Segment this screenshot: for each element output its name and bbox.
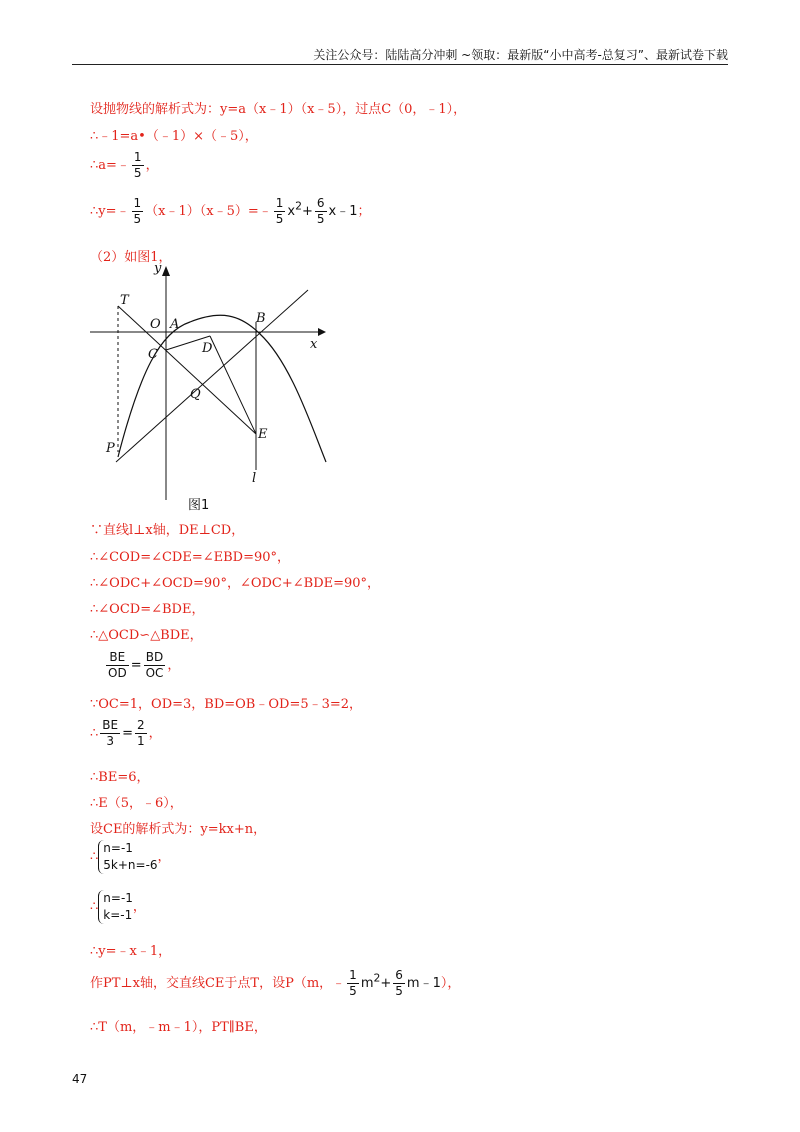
ratio-formula: $\frac{BE}{OD}$ = $\frac{BD}{OC}$ ， <box>108 650 181 680</box>
fraction: $\frac{2}{1}$ <box>137 718 145 748</box>
fraction: $\frac{BE}{3}$ <box>102 718 119 748</box>
text-line: ∴T（m，﹣m﹣1），PT∥BE， <box>90 1020 267 1035</box>
text-line: 设CE的解析式为：y=kx+n， <box>90 822 267 837</box>
page-number: 47 <box>72 1072 88 1086</box>
parabola <box>118 315 326 462</box>
fraction: $\frac{BE}{OD}$ <box>108 650 127 680</box>
fraction: $\frac{6}{5}$ <box>395 968 403 998</box>
line-te <box>118 306 256 434</box>
equation-system-1: ∴ n=-1 5k+n=-6 ， <box>90 841 171 872</box>
text-line: ∴∠OCD=∠BDE， <box>90 602 205 617</box>
text-line: ∵OC=1，OD=3，BD=OB﹣OD=5﹣3=2， <box>90 697 363 712</box>
fraction: $\frac{1}{5}$ <box>133 196 142 226</box>
ratio-formula-2: ∴ $\frac{BE}{3}$ = $\frac{2}{1}$ ， <box>90 718 162 748</box>
text-line: ∴BE=6， <box>90 770 150 785</box>
brace-system: n=-1 k=-1 <box>98 890 133 924</box>
label-o: O <box>150 317 161 332</box>
text-line: ∴E（5，﹣6）， <box>90 796 183 811</box>
x-axis-arrow <box>318 328 326 336</box>
text-line: ∴△OCD∽△BDE， <box>90 628 203 643</box>
figure-1 <box>90 262 350 502</box>
formula-a: ∴a=﹣ $\frac{1}{5}$ ， <box>90 150 159 180</box>
fraction: $\frac{1}{5}$ <box>133 150 142 180</box>
segment-de <box>210 336 256 434</box>
text-line: ∴﹣1=a•（﹣1）×（﹣5）， <box>90 129 258 144</box>
label-a: A <box>170 317 180 332</box>
label-y: y <box>154 262 162 276</box>
fraction: $\frac{1}{5}$ <box>349 968 357 998</box>
y-axis-arrow <box>162 266 170 276</box>
text-line: （2）如图1， <box>90 250 172 265</box>
figure-caption: 图1 <box>188 498 210 513</box>
text-line: ∴∠COD=∠CDE=∠EBD=90°， <box>90 550 291 565</box>
label-t: T <box>120 293 129 308</box>
label-e: E <box>258 427 268 442</box>
label-l: l <box>252 471 257 486</box>
formula-y: ∴y=﹣ $\frac{1}{5}$ （x﹣1）（x﹣5）=﹣ $\frac{1}{5}$ $x^2+$ $\frac{6}{5}$ x﹣1； <box>90 196 371 226</box>
label-d: D <box>202 341 213 356</box>
label-p: P <box>106 441 115 456</box>
text-line: ∴∠ODC+∠OCD=90°，∠ODC+∠BDE=90°， <box>90 576 381 591</box>
fraction: $\frac{1}{5}$ <box>275 196 284 226</box>
fraction: $\frac{6}{5}$ <box>316 196 325 226</box>
equation-system-2: ∴ n=-1 k=-1 ， <box>90 891 146 922</box>
fraction: $\frac{BD}{OC}$ <box>145 650 164 680</box>
label-x: x <box>310 337 318 352</box>
text-line: 设抛物线的解析式为：y=a（x﹣1）（x﹣5），过点C（0，﹣1）， <box>90 102 467 117</box>
brace-system: n=-1 5k+n=-6 <box>98 840 157 874</box>
label-c: C <box>148 347 158 362</box>
page-header: 关注公众号：陆陆高分冲刺 ~领取：最新版“小中高考-总复习”、最新试卷下载 <box>313 48 728 62</box>
label-b: B <box>256 311 266 326</box>
text-line: ∵直线l⊥x轴，DE⊥CD， <box>90 523 245 538</box>
text-line: ∴y=﹣x﹣1， <box>90 944 172 959</box>
formula-p: 作PT⊥x轴，交直线CE于点T，设P（m，﹣ $\frac{1}{5}$ $m^2+$ $\frac{6}{5}$ m﹣1）， <box>90 968 461 998</box>
label-q: Q <box>190 387 201 402</box>
header-rule <box>72 64 728 65</box>
